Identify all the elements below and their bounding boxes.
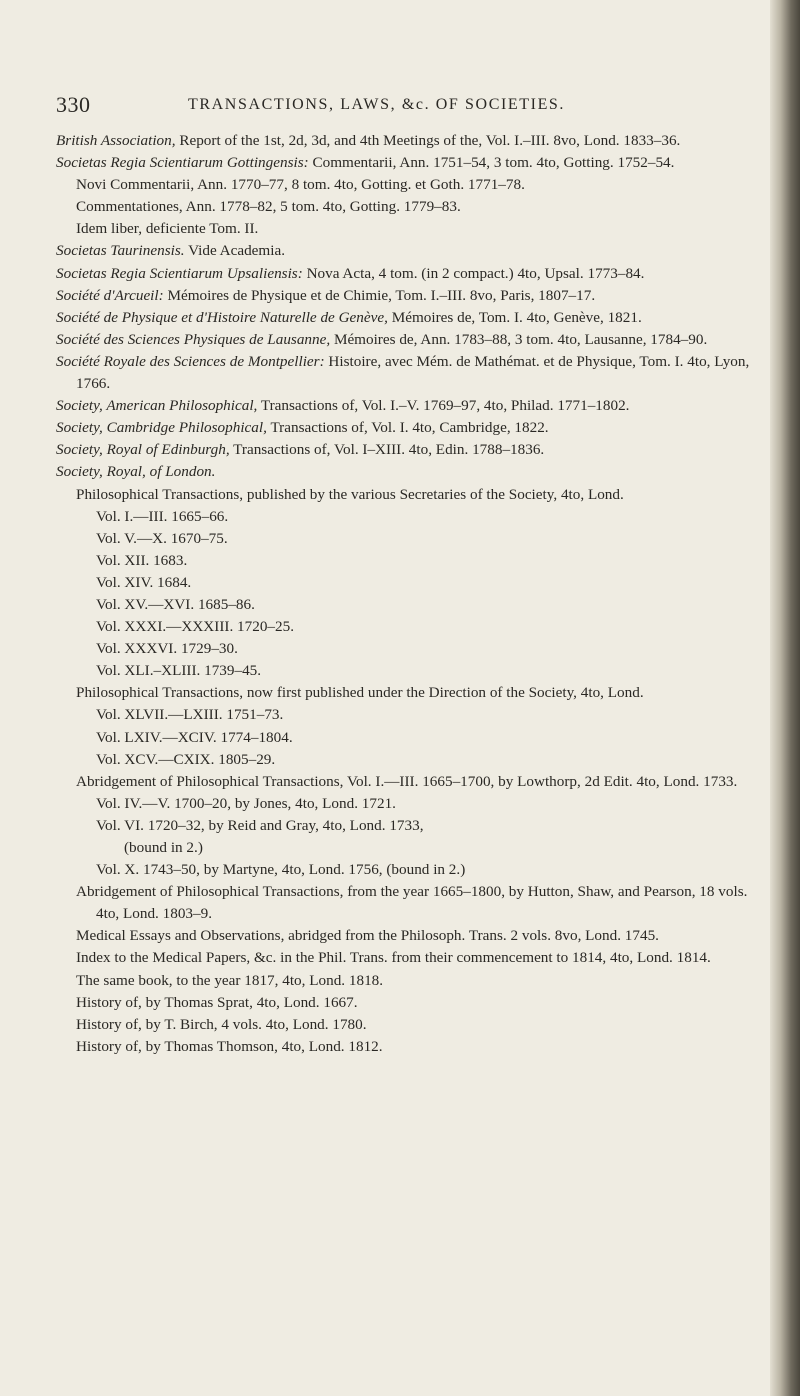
london-intro-1: Philosophical Transactions, published by the various Secretaries of the Society, 4to, Lond. bbox=[76, 485, 624, 503]
volume-line: Vol. XV.—XVI. 1685–86. bbox=[96, 595, 255, 613]
volume-list-1 bbox=[56, 506, 762, 683]
catalogue-entry bbox=[56, 395, 762, 417]
entry-title: Society, Royal, of London. bbox=[56, 463, 216, 481]
catalogue-entry: History of, by Thomas Thomson, 4to, Lond. 1812. bbox=[76, 1037, 383, 1055]
volume-line: Vol. I.—III. 1665–66. bbox=[96, 507, 229, 525]
tail-entries bbox=[56, 881, 762, 1058]
entry-text: Commentarii, Ann. 1751–54, 3 tom. 4to, Gotting. 1752–54. bbox=[308, 154, 675, 172]
page-header bbox=[56, 92, 756, 126]
catalogue-entry bbox=[56, 351, 762, 395]
catalogue-entry bbox=[56, 196, 762, 218]
catalogue-entry bbox=[56, 439, 762, 461]
catalogue-entry bbox=[56, 263, 762, 285]
entry-title: Societas Regia Scientiarum Upsaliensis: bbox=[56, 264, 303, 282]
entry-title: Society, American Philosophical, bbox=[56, 397, 258, 415]
entry-title: Société d'Arcueil: bbox=[56, 286, 164, 304]
catalogue-entry bbox=[56, 240, 762, 262]
entry-list bbox=[56, 130, 762, 484]
volume-line bbox=[56, 859, 762, 881]
entry-text: Mémoires de Physique et de Chimie, Tom. I.–III. 8vo, Paris, 1807–17. bbox=[163, 286, 596, 304]
entry-text: Idem liber, deficiente Tom. II. bbox=[76, 220, 259, 238]
volume-line: Vol. XIV. 1684. bbox=[96, 573, 192, 591]
volume-line bbox=[56, 815, 762, 859]
catalogue-entry: The same book, to the year 1817, 4to, Lond. 1818. bbox=[76, 971, 384, 989]
volume-line: Vol. XLVII.—LXIII. 1751–73. bbox=[96, 706, 284, 724]
volume-line-text: Vol. VI. 1720–32, by Reid and Gray, 4to, Lond. 1733, bbox=[96, 816, 424, 834]
entry-title: British Association, bbox=[56, 132, 176, 149]
volume-line: Vol. XLI.–XLIII. 1739–45. bbox=[96, 662, 262, 680]
entry-text: Vide Academia. bbox=[184, 242, 285, 260]
entry-text: Report of the 1st, 2d, 3d, and 4th Meetings of the, Vol. I.–III. 8vo, Lond. 1833–36. bbox=[175, 132, 681, 149]
abridgement-entry: Abridgement of Philosophical Transactions, Vol. I.—III. 1665–1700, by Lowthorp, 2d Edit. 4to, Lond. 1733. bbox=[76, 772, 738, 790]
entry-text: Transactions of, Vol. I. 4to, Cambridge, 1822. bbox=[266, 419, 549, 437]
entry-title: Societas Taurinensis. bbox=[56, 242, 185, 260]
volume-line-text: Vol. IV.—V. 1700–20, by Jones, 4to, Lond. 1721. bbox=[96, 794, 396, 812]
entry-text: Transactions of, Vol. I–XIII. 4to, Edin. 1788–1836. bbox=[229, 441, 545, 459]
entry-title: Société des Sciences Physiques de Lausanne, bbox=[56, 330, 331, 348]
entry-text: Mémoires de, Ann. 1783–88, 3 tom. 4to, Lausanne, 1784–90. bbox=[330, 330, 708, 348]
entry-title: Society, Royal of Edinburgh, bbox=[56, 441, 230, 459]
page-edge-shadow bbox=[770, 0, 800, 1396]
volume-line: Vol. LXIV.—XCIV. 1774–1804. bbox=[96, 728, 293, 746]
london-intro-2: Philosophical Transactions, now first published under the Direction of the Society, 4to, Lond. bbox=[76, 684, 644, 702]
catalogue-entry bbox=[56, 329, 762, 351]
catalogue-entry: History of, by Thomas Sprat, 4to, Lond. 1667. bbox=[76, 993, 358, 1011]
volume-line: Vol. XCV.—CXIX. 1805–29. bbox=[96, 750, 276, 768]
catalogue-entry bbox=[56, 307, 762, 329]
entry-title: Society, Cambridge Philosophical, bbox=[56, 419, 267, 437]
catalogue-entry bbox=[56, 417, 762, 439]
catalogue-entry bbox=[56, 130, 762, 152]
volume-line: Vol. XXXVI. 1729–30. bbox=[96, 640, 238, 658]
catalogue-entry bbox=[56, 461, 762, 483]
page-number: 330 bbox=[56, 92, 91, 117]
catalogue-entry bbox=[56, 152, 762, 174]
volume-line-continuation: (bound in 2.) bbox=[124, 839, 203, 856]
entry-text: Nova Acta, 4 tom. (in 2 compact.) 4to, Upsal. 1773–84. bbox=[302, 264, 645, 282]
catalogue-entry bbox=[56, 218, 762, 240]
volume-line: Vol. XII. 1683. bbox=[96, 551, 188, 569]
catalogue-entry: Medical Essays and Observations, abridged from the Philosoph. Trans. 2 vols. 8vo, Lond. 1745. bbox=[76, 927, 659, 945]
volume-line bbox=[56, 793, 762, 815]
volume-line: Vol. XXXI.—XXXIII. 1720–25. bbox=[96, 618, 294, 636]
catalogue-entry: History of, by T. Birch, 4 vols. 4to, Lond. 1780. bbox=[76, 1015, 367, 1033]
catalogue-entry bbox=[56, 285, 762, 307]
entry-title: Societas Regia Scientiarum Gottingensis: bbox=[56, 154, 309, 172]
entry-text: Transactions of, Vol. I.–V. 1769–97, 4to, Philad. 1771–1802. bbox=[257, 397, 630, 415]
royal-society-london-section bbox=[56, 484, 762, 1058]
entry-text: Commentationes, Ann. 1778–82, 5 tom. 4to, Gotting. 1779–83. bbox=[76, 198, 461, 216]
catalogue-entry: Abridgement of Philosophical Transactions, from the year 1665–1800, by Hutton, Shaw, and Pearson, 18 vols. 4to, Lond. 1803–9. bbox=[76, 883, 748, 923]
entry-title: Société Royale des Sciences de Montpellier: bbox=[56, 352, 325, 370]
entry-title: Société de Physique et d'Histoire Naturelle de Genève, bbox=[56, 308, 388, 326]
volume-line: Vol. V.—X. 1670–75. bbox=[96, 529, 228, 547]
running-title: TRANSACTIONS, LAWS, &c. OF SOCIETIES. bbox=[188, 96, 566, 113]
volume-line-text: Vol. X. 1743–50, by Martyne, 4to, Lond. 1756, (bound in 2.) bbox=[96, 861, 466, 879]
catalogue-entry: Index to the Medical Papers, &c. in the Phil. Trans. from their commencement to 1814, 4to, Lond. 1814. bbox=[76, 949, 711, 967]
entry-text: Mémoires de, Tom. I. 4to, Genève, 1821. bbox=[387, 308, 642, 326]
volume-list-3 bbox=[56, 793, 762, 881]
catalogue-entries bbox=[56, 130, 762, 1058]
catalogue-entry bbox=[56, 174, 762, 196]
volume-list-2 bbox=[56, 704, 762, 770]
entry-text: Novi Commentarii, Ann. 1770–77, 8 tom. 4to, Gotting. et Goth. 1771–78. bbox=[76, 176, 525, 194]
entry-text: Histoire, avec Mém. de Mathémat. et de Physique, Tom. I. 4to, Lyon, 1766. bbox=[76, 352, 750, 393]
